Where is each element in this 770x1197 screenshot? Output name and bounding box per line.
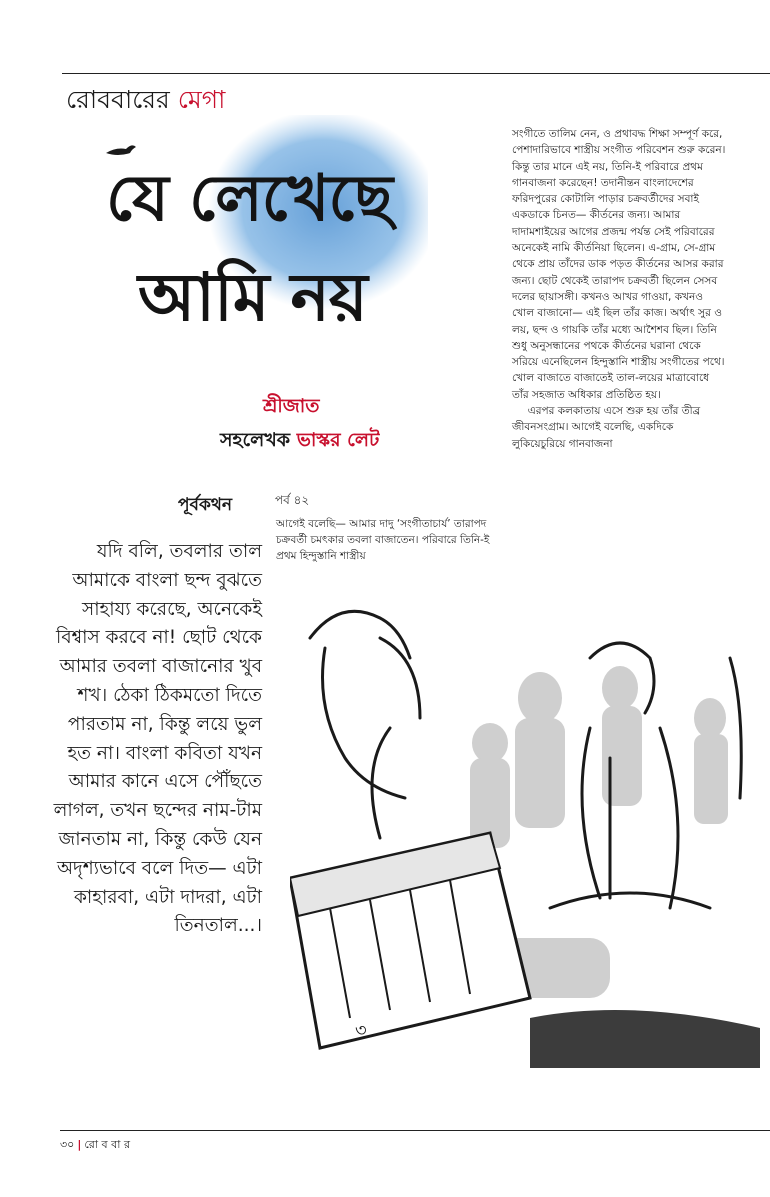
coauthor-line	[220, 426, 379, 458]
section-label: পূর্বকথন	[178, 495, 233, 515]
bottom-rule	[60, 1130, 770, 1131]
header-prefix: রোববারের	[66, 85, 178, 114]
title-artwork	[98, 115, 428, 375]
harmonium-mark: ৩	[355, 1020, 367, 1041]
musicians-illustration	[290, 578, 770, 1068]
header-accent: মেগা	[177, 85, 226, 114]
body-paragraph-1: সংগীতে তালিম নেন, ও প্রথাবদ্ধ শিক্ষা সম্পূর্ণ করে, পেশাদারিভাবে শাস্ত্রীয় সংগীত পরিবেশন শুরু করেন। কিন্তু তার মানে এই নয়, তিনি-ই পরিবারে প্রথম গানবাজনা করেছেন! তদানীন্তন বাংলাদেশের ফরিদপুরের কোটালি পাড়ার চক্রবর্তীদের সবাই একডাকে চিনত— কীর্তনের জন্য। আমার দাদামশাইয়ের আগের প্রজন্ম পর্যন্ত সেই পরিবারের অনেকেই নামি কীর্তনিয়া ছিলেন। এ-গ্রাম, সে-গ্রাম থেকে প্রায় তাঁদের ডাক পড়ত কীর্তনের আসর করার জন্য। ছোট থেকেই তারাপদ চক্রবর্তী ছিলেন সেসব দলের ছায়াসঙ্গী। কখনও আখর গাওয়া, কখনও খোল বাজানো— এই ছিল তাঁর কাজ। অর্থাৎ সুর ও লয়, ছন্দ ও গায়কি তাঁর মধ্যে আশৈশব ছিল। তিনি শুধু অনুসন্ধানের পথকে কীর্তনের ঘরানা থেকে সরিয়ে এনেছিলেন হিন্দুস্তানি শাস্ত্রীয় সংগীতের পথে। খোল বাজাতে বাজাতেই তাল-লয়ের মাত্রাবোধে তাঁর সহজাত অধিকার প্রতিষ্ঠিত হয়।	[512, 128, 726, 401]
floor-shadow	[530, 1010, 760, 1068]
bird-icon	[106, 145, 136, 155]
episode-number: পর্ব ৪২	[275, 493, 310, 507]
title-svg	[98, 115, 428, 375]
magazine-name: রো ব বা র	[84, 1138, 131, 1151]
illustration-svg	[290, 578, 770, 1068]
top-rule	[62, 73, 770, 74]
title-line-2: আমি নয়	[138, 258, 367, 336]
author-name: শ্রীজাত	[263, 395, 320, 417]
body-column-right	[512, 126, 727, 452]
title-line-1: যে লেখেছে	[106, 161, 393, 236]
body-paragraph-2: এরপর কলকাতায় এসে শুরু হয় তাঁর তীব্র জীবনসংগ্রাম। আগেই বলেছি, একদিকে লুকিয়েচুরিয়ে গানবাজনা	[512, 405, 701, 450]
page-number: ৩০	[60, 1138, 75, 1151]
footer-separator: |	[77, 1138, 82, 1151]
body-column-left: আগেই বলেছি— আমার দাদু ‘সংগীতাচার্য’ তারাপদ চক্রবর্তী চমৎকার তবলা বাজাতেন। পরিবারে তিনি-ই প্রথম হিন্দুস্তানি শাস্ত্রীয়	[276, 518, 490, 562]
intro-paragraph: যদি বলি, তবলার তাল আমাকে বাংলা ছন্দ বুঝতে সাহায্য করেছে, অনেকেই বিশ্বাস করবে না! ছোট থেকে আমার তবলা বাজানোর খুব শখ। ঠেকা ঠিকমতো দিতে পারতাম না, কিন্তু লয়ে ভুল হত না। বাংলা কবিতা যখন আমার কানে এসে পৌঁছতে লাগল, তখন ছন্দের নাম-টাম জানতাম না, কিন্তু কেউ যেন অদৃশ্যভাবে বলে দিত— এটা কাহারবা, এটা দাদরা, এটা তিনতাল...।	[53, 541, 262, 937]
page-footer	[60, 1136, 130, 1155]
coauthor-name: ভাস্কর লেট	[296, 429, 380, 451]
coauthor-label: সহলেখক	[220, 429, 291, 451]
harmonium	[290, 833, 530, 1048]
